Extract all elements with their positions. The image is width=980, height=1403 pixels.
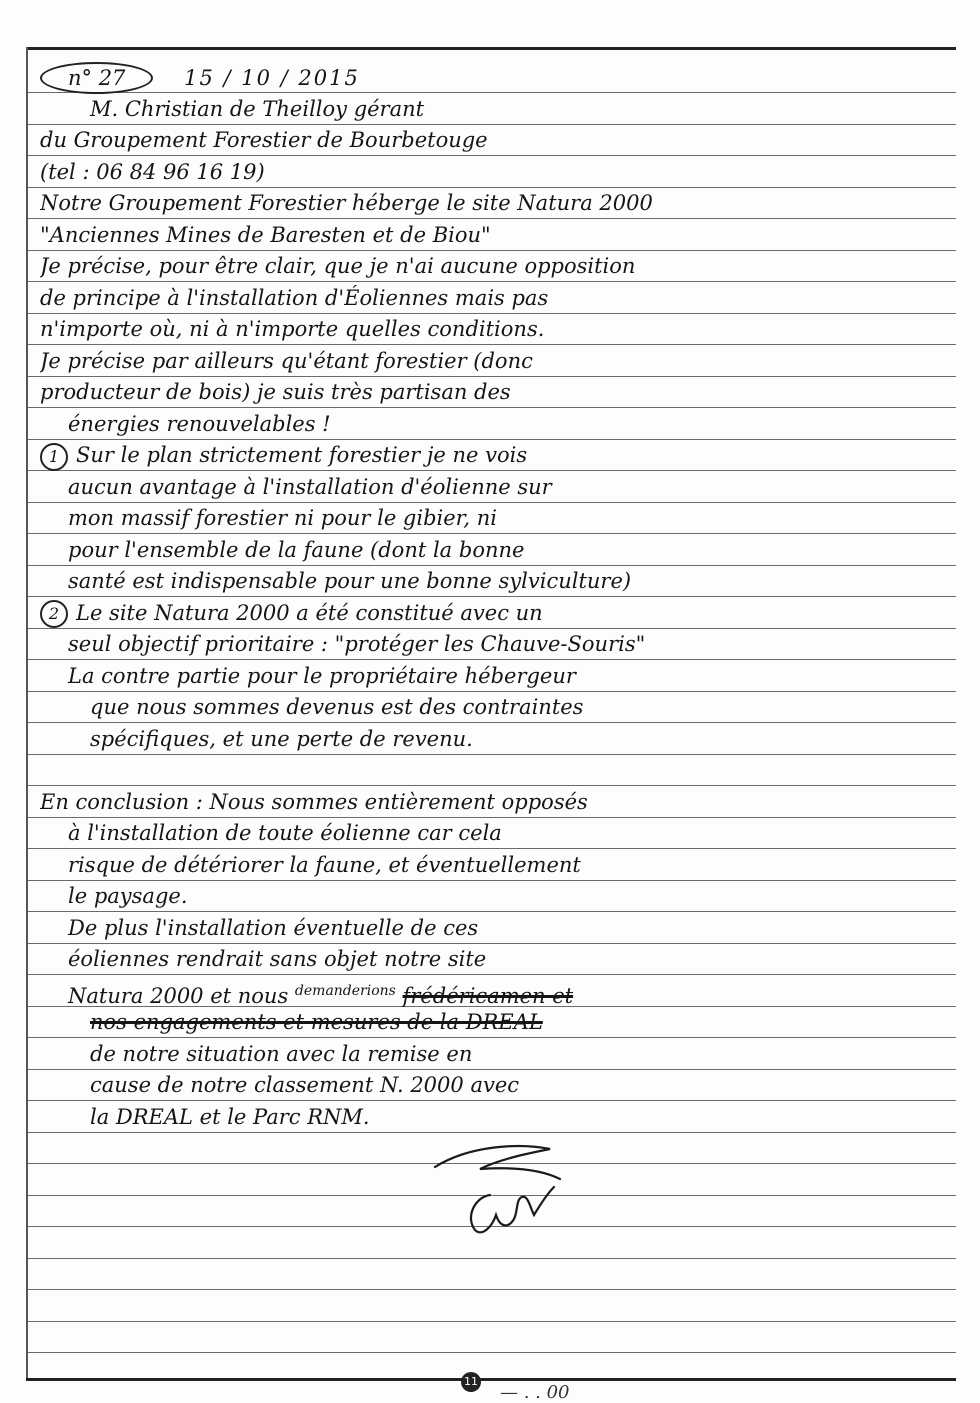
text-line: risque de détériorer la faune, et éventuellement — [68, 852, 581, 877]
text-line: le paysage. — [68, 884, 188, 908]
list-item-1-line — [40, 440, 945, 472]
text-line-with-correction — [40, 976, 945, 1008]
page-bottom-border — [26, 1378, 956, 1381]
phone-line: (tel : 06 84 96 16 19) — [40, 159, 265, 184]
struck-line: nos engagements et mesures de la DREAL — [90, 1010, 543, 1034]
text-line: que nous sommes devenus est des contraintes — [90, 695, 584, 719]
text-line: de notre situation avec la remise en — [90, 1041, 473, 1066]
text-line: spécifiques, et une perte de revenu. — [90, 726, 473, 751]
author-line: M. Christian de Theilloy gérant — [90, 96, 425, 121]
text-line: Je précise par ailleurs qu'étant forestier (donc — [40, 348, 533, 373]
text-line: énergies renouvelables ! — [68, 411, 331, 436]
letter-number: n° 27 — [40, 62, 153, 94]
text-line: éoliennes rendrait sans objet notre site — [68, 947, 487, 971]
text-fragment: Natura 2000 et nous — [68, 983, 289, 1007]
text-line: pour l'ensemble de la faune (dont la bonne — [68, 537, 525, 562]
handwritten-letter — [40, 62, 945, 1133]
ruled-line — [28, 1321, 956, 1322]
letter-date: 15 / 10 / 2015 — [184, 66, 360, 90]
list-item-2-line — [40, 598, 945, 630]
page-number-badge: 11 — [461, 1372, 481, 1392]
text-line: santé est indispensable pour une bonne sylviculture) — [68, 569, 632, 593]
bottom-edge-scrawl: — . . 00 — [500, 1382, 570, 1403]
list-marker-1: 1 — [40, 443, 68, 471]
struck-text: frédéricamen et — [402, 983, 574, 1007]
text-line: de principe à l'installation d'Éoliennes mais pas — [40, 285, 549, 310]
text-line: aucun avantage à l'installation d'éolienne sur — [68, 474, 552, 499]
text-line: De plus l'installation éventuelle de ces — [68, 915, 479, 940]
text-line: Sur le plan strictement forestier je ne vois — [76, 443, 528, 467]
inserted-word: demanderions — [294, 982, 396, 999]
text-line: Le site Natura 2000 a été constitué avec un — [76, 600, 543, 625]
handwritten-signature — [430, 1135, 580, 1245]
blank-line — [40, 755, 945, 787]
ruled-line — [28, 1289, 956, 1290]
conclusion-line: En conclusion : Nous sommes entièrement opposés — [40, 789, 588, 814]
text-line: Je précise, pour être clair, que je n'ai aucune opposition — [40, 254, 636, 278]
organisation-line: du Groupement Forestier de Bourbetouge — [40, 128, 488, 152]
text-line: seul objectif prioritaire : "protéger les Chauve-Souris" — [68, 632, 646, 656]
text-line: Notre Groupement Forestier héberge le site Natura 2000 — [40, 191, 653, 215]
text-line: n'importe où, ni à n'importe quelles conditions. — [40, 317, 545, 341]
text-line: producteur de bois) je suis très partisan des — [40, 380, 511, 404]
ruled-line — [28, 1352, 956, 1353]
letter-header-line — [40, 62, 945, 94]
text-line: La contre partie pour le propriétaire hébergeur — [68, 663, 576, 688]
text-line: à l'installation de toute éolienne car cela — [68, 821, 502, 845]
text-line: "Anciennes Mines de Baresten et de Biou" — [40, 222, 491, 247]
ruled-line — [28, 1258, 956, 1259]
text-line: la DREAL et le Parc RNM. — [90, 1104, 370, 1129]
text-line: mon massif forestier ni pour le gibier, ni — [68, 506, 497, 530]
text-line: cause de notre classement N. 2000 avec — [90, 1073, 520, 1097]
list-marker-2: 2 — [40, 600, 68, 628]
